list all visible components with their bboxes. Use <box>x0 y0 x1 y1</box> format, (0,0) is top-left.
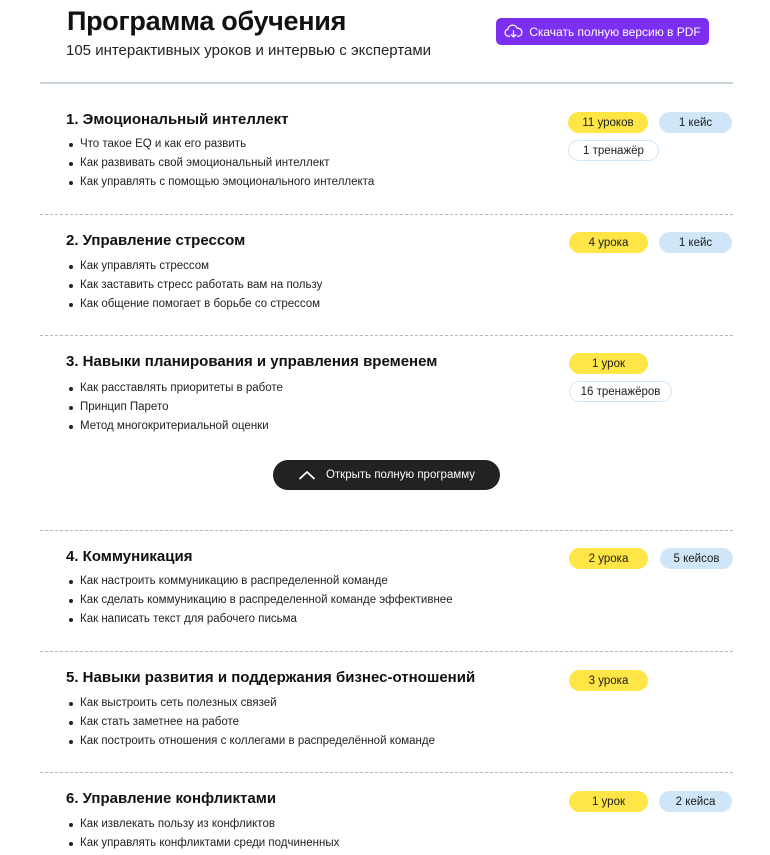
download-pdf-label: Скачать полную версию в PDF <box>529 24 701 39</box>
module-topics <box>68 135 374 192</box>
page-subtitle: 105 интерактивных уроков и интервью с экспертами <box>66 42 432 59</box>
topic-item: Как сделать коммуникацию в распределенной команде эффективнее <box>68 591 453 610</box>
chevron-up-icon <box>298 470 316 480</box>
module-title: 6. Управление конфликтами <box>66 790 277 807</box>
module-divider <box>40 772 733 773</box>
module-topics <box>68 257 322 314</box>
lessons-badge: 1 урок <box>569 791 648 812</box>
cases-badge: 1 кейс <box>659 112 732 133</box>
module-divider <box>40 651 733 652</box>
module-divider <box>40 214 733 215</box>
topic-item: Принцип Парето <box>68 398 283 417</box>
cases-badge: 5 кейсов <box>660 548 733 569</box>
module-topics <box>68 815 339 853</box>
topic-item: Как построить отношения с коллегами в распределённой команде <box>68 732 435 751</box>
module-topics <box>68 379 283 436</box>
topic-item: Что такое EQ и как его развить <box>68 135 374 154</box>
open-full-program-button[interactable] <box>273 460 500 490</box>
topic-item: Как расставлять приоритеты в работе <box>68 379 283 398</box>
topic-item: Как управлять конфликтами среди подчиненных <box>68 834 339 853</box>
cases-badge: 2 кейса <box>659 791 732 812</box>
module-topics <box>68 572 453 629</box>
topic-item: Как извлекать пользу из конфликтов <box>68 815 339 834</box>
cases-badge: 1 кейс <box>659 232 732 253</box>
topic-item: Метод многокритериальной оценки <box>68 417 283 436</box>
page-title: Программа обучения <box>67 6 347 36</box>
lessons-badge: 2 урока <box>569 548 648 569</box>
topic-item: Как управлять с помощью эмоционального интеллекта <box>68 173 374 192</box>
module-title: 2. Управление стрессом <box>66 232 246 249</box>
lessons-badge: 4 урока <box>569 232 648 253</box>
page-header <box>0 0 770 84</box>
cloud-download-icon <box>504 24 523 39</box>
download-pdf-button[interactable] <box>496 18 709 45</box>
topic-item: Как выстроить сеть полезных связей <box>68 694 435 713</box>
lessons-badge: 3 урока <box>569 670 648 691</box>
module-title: 5. Навыки развития и поддержания бизнес-отношений <box>66 669 476 686</box>
topic-item: Как управлять стрессом <box>68 257 322 276</box>
trainers-badge: 16 тренажёров <box>569 381 672 402</box>
header-divider <box>40 82 733 84</box>
lessons-badge: 1 урок <box>569 353 648 374</box>
topic-item: Как развивать свой эмоциональный интеллект <box>68 154 374 173</box>
topic-item: Как заставить стресс работать вам на пользу <box>68 276 322 295</box>
module-title: 3. Навыки планирования и управления временем <box>66 353 438 370</box>
module-divider <box>40 335 733 336</box>
module-title: 1. Эмоциональный интеллект <box>66 111 289 128</box>
module-divider <box>40 530 733 531</box>
topic-item: Как написать текст для рабочего письма <box>68 610 453 629</box>
module-topics <box>68 694 435 751</box>
open-full-program-label: Открыть полную программу <box>325 469 476 481</box>
module-title: 4. Коммуникация <box>66 548 193 565</box>
topic-item: Как настроить коммуникацию в распределенной команде <box>68 572 453 591</box>
topic-item: Как общение помогает в борьбе со стрессом <box>68 295 322 314</box>
lessons-badge: 11 уроков <box>568 112 648 133</box>
trainers-badge: 1 тренажёр <box>568 140 659 161</box>
topic-item: Как стать заметнее на работе <box>68 713 435 732</box>
